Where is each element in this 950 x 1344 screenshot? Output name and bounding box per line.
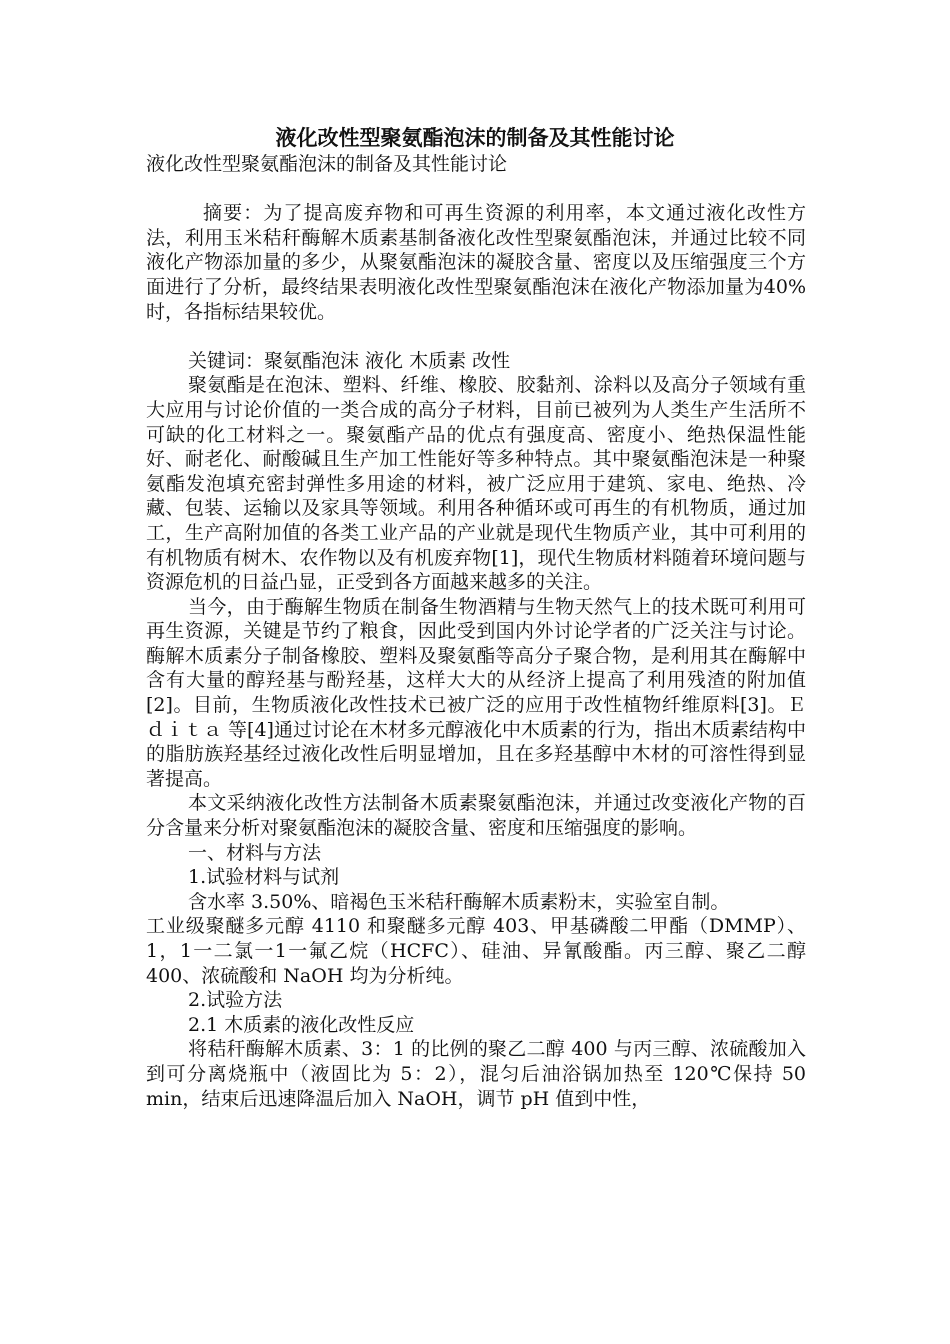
paragraph-method: 将秸秆酶解木质素、3：1 的比例的聚乙二醇 400 与丙三醇、浓硫酸加入到可分离烧瓶中（液固比为 5：2），混匀后油浴锅加热至 120℃保持 50 min，结束后迅速降温后加入 NaOH，调节 pH 值到中性，: [146, 1038, 806, 1110]
subsection-heading-methods: 2.试验方法: [188, 989, 283, 1012]
keywords-line: 关键词：聚氨酯泡沫 液化 木质素 改性: [188, 349, 511, 372]
paragraph-background: 当今，由于酶解生物质在制备生物酒精与生物天然气上的技术既可利用可再生资源，关键是节约了粮食，因此受到国内外讨论学者的广泛关注与讨论。酶解木质素分子制备橡胶、塑料及聚氨酯等高分子聚合物，是利用其在酶解中含有大量的醇羟基与酚羟基，这样大大的从经济上提高了利用残渣的附加值[2]。目前，生物质液化改性技术已被广泛的应用于改性植物纤维原料[3]。Ｅｄｉｔａ 等[4]通过讨论在木材多元醇液化中木质素的行为，指出木质素结构中的脂肪族羟基经过液化改性后明显增加，且在多羟基醇中木材的可溶性得到显著提高。: [146, 595, 806, 790]
section-heading-materials-methods: 一、材料与方法: [188, 841, 322, 864]
document-subtitle: 液化改性型聚氨酯泡沫的制备及其性能讨论: [146, 153, 508, 175]
materials-first-line: 含水率 3.50%、暗褐色玉米秸秆酶解木质素粉末，实验室自制。: [188, 890, 730, 913]
paragraph-purpose: 本文采纳液化改性方法制备木质素聚氨酯泡沫，并通过改变液化产物的百分含量来分析对聚氨酯泡沫的凝胶含量、密度和压缩强度的影响。: [146, 792, 806, 840]
document-body: [146, 152, 806, 1111]
materials-list: 工业级聚醚多元醇 4110 和聚醚多元醇 403、甲基磷酸二甲酯（DMMP）、1，1一二氯一1一氟乙烷（HCFC）、硅油、异氰酸酯。丙三醇、聚乙二醇 400、浓硫酸和 NaOH 均为分析纯。: [146, 915, 806, 987]
document-title: 液化改性型聚氨酯泡沫的制备及其性能讨论: [275, 126, 675, 150]
paragraph-intro: 聚氨酯是在泡沫、塑料、纤维、橡胶、胶黏剂、涂料以及高分子领域有重大应用与讨论价值的一类合成的高分子材料，目前已被列为人类生产生活所不可缺的化工材料之一。聚氨酯产品的优点有强度高、密度小、绝热保温性能好、耐老化、耐酸碱且生产加工性能好等多种特点。其中聚氨酯泡沫是一种聚氨酯发泡填充密封弹性多用途的材料，被广泛应用于建筑、家电、绝热、冷藏、包装、运输以及家具等领域。利用各种循环或可再生的有机物质，通过加工，生产高附加值的各类工业产品的产业就是现代生物质产业，其中可利用的有机物质有树木、农作物以及有机废弃物[1]，现代生物质材料随着环境问题与资源危机的日益凸显，正受到各方面越来越多的关注。: [146, 374, 806, 594]
abstract-paragraph: 摘要：为了提高废弃物和可再生资源的利用率，本文通过液化改性方法，利用玉米秸秆酶解木质素基制备液化改性型聚氨酯泡沫，并通过比较不同液化产物添加量的多少，从聚氨酯泡沫的凝胶含量、密度以及压缩强度三个方面进行了分析，最终结果表明液化改性型聚氨酯泡沫在液化产物添加量为40%时，各指标结果较优。: [146, 202, 806, 323]
subsubsection-heading-liquefaction: 2.1 木质素的液化改性反应: [188, 1013, 415, 1036]
subsection-heading-materials: 1.试验材料与试剂: [188, 866, 340, 889]
